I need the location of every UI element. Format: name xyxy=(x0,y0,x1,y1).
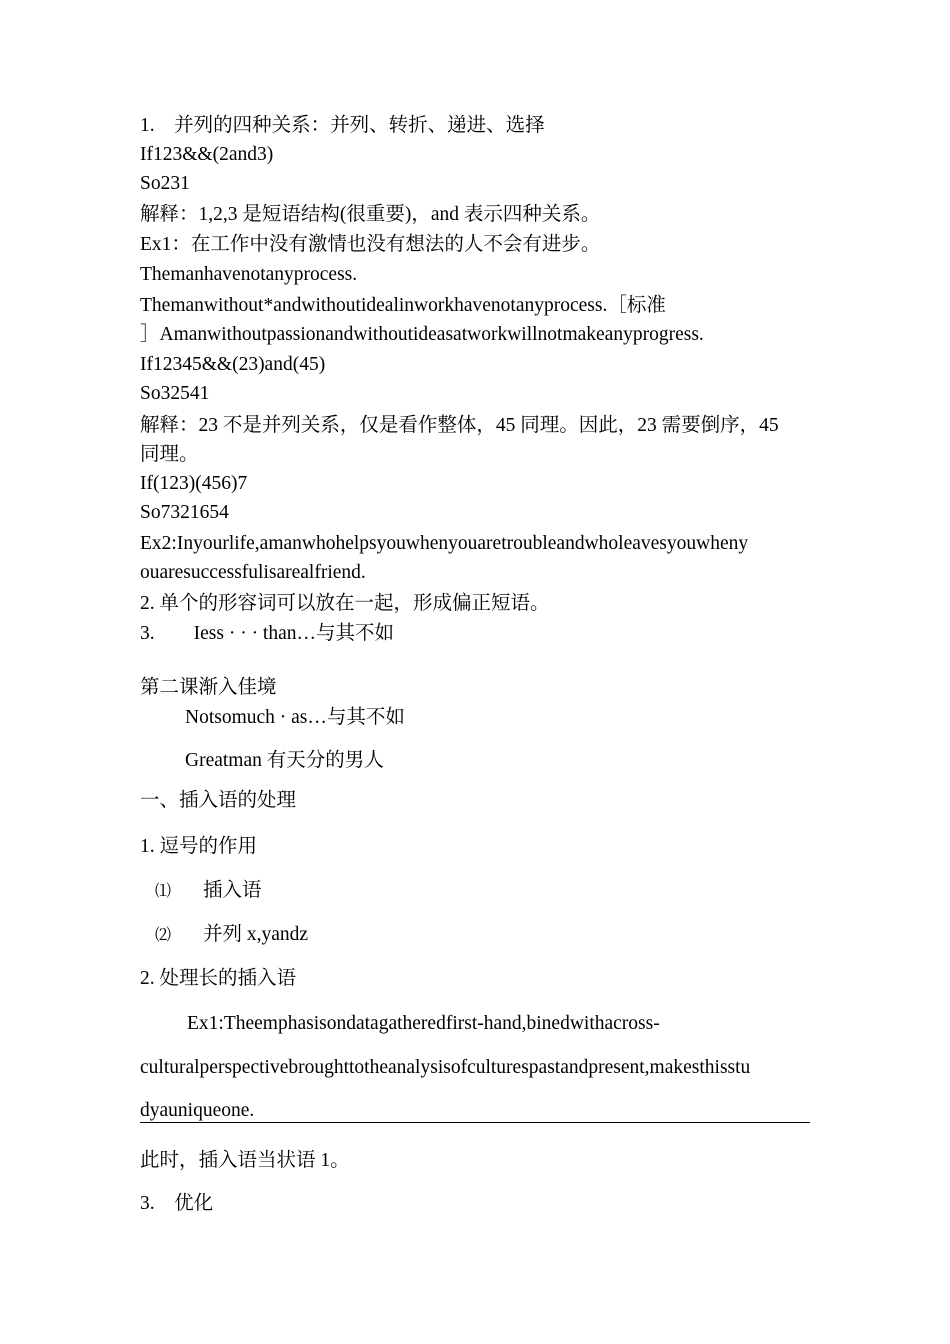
sub-list-item xyxy=(155,923,308,947)
explanation-line: 解释：23 不是并列关系，仅是看作整体，45 同理。因此，23 需要倒序，45 xyxy=(140,415,779,436)
point-line: 2. 单个的形容词可以放在一起，形成偏正短语。 xyxy=(140,593,550,614)
example-line: Ex1：在工作中没有激情也没有想法的人不会有进步。 xyxy=(140,234,601,255)
formula-line: If12345&&(23)and(45) xyxy=(140,354,326,375)
sentence-line: Themanwithout*andwithoutidealinworkhavenotanyprocess.［标准 xyxy=(140,295,666,316)
horizontal-rule xyxy=(140,1122,810,1123)
result-line: So7321654 xyxy=(140,502,229,523)
sub-item-label: ⑴ xyxy=(155,881,172,900)
heading-parallel-relations: 1. 并列的四种关系：并列、转折、递进、选择 xyxy=(140,115,545,136)
formula-line: If(123)(456)7 xyxy=(140,473,248,494)
example-line: Ex2:Inyourlife,amanwhohelpsyouwhenyouaretroubleandwholeavesyouwheny xyxy=(140,533,749,554)
list-item: 1. 逗号的作用 xyxy=(140,836,258,857)
example-line: dyauniqueone. xyxy=(140,1100,255,1121)
section-heading: 一、插入语的处理 xyxy=(140,790,297,811)
list-item: 3. 优化 xyxy=(140,1193,214,1214)
phrase-line: Notsomuch · as…与其不如 xyxy=(185,707,405,728)
example-line: culturalperspectivebroughttotheanalysisofculturespastandpresent,makesthisstu xyxy=(140,1057,751,1078)
sub-list-item xyxy=(155,879,262,903)
sub-item-label: ⑵ xyxy=(155,925,172,944)
sentence-line: ］Amanwithoutpassionandwithoutideasatworkwillnotmakeanyprogress. xyxy=(140,324,704,345)
sub-item-text: 插入语 xyxy=(203,880,262,901)
explanation-line: 解释：1,2,3 是短语结构(很重要)，and 表示四种关系。 xyxy=(140,204,601,225)
phrase-line: Greatman 有天分的男人 xyxy=(185,750,384,771)
example-line: Ex1:Theemphasisondatagatheredfirst-hand,binedwithacross- xyxy=(187,1013,660,1034)
sentence-line: Themanhavenotanyprocess. xyxy=(140,264,358,285)
result-line: So32541 xyxy=(140,383,210,404)
formula-line: If123&&(2and3) xyxy=(140,144,274,165)
example-line: ouaresuccessfulisarealfriend. xyxy=(140,562,366,583)
result-line: So231 xyxy=(140,173,190,194)
list-item: 2. 处理长的插入语 xyxy=(140,968,297,989)
sub-item-text: 并列 x,yandz xyxy=(203,924,309,945)
explanation-line: 同理。 xyxy=(140,444,199,465)
point-line: 3. Iess · · · than…与其不如 xyxy=(140,623,395,644)
note-line: 此时，插入语当状语 1。 xyxy=(140,1150,350,1171)
lesson-title: 第二课渐入佳境 xyxy=(140,677,277,698)
